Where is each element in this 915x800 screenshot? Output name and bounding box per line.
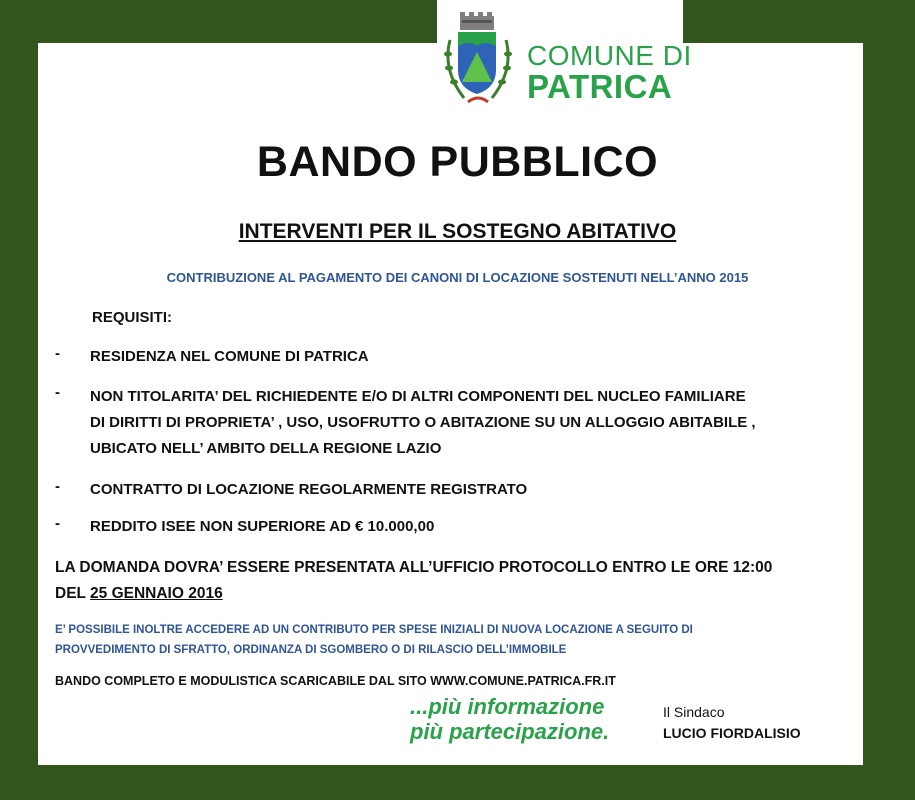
brand-line-1: COMUNE DI [527, 40, 692, 71]
requirements-label: REQUISITI: [92, 309, 173, 326]
requirement-text: CONTRATTO DI LOCAZIONE REGOLARMENTE REGISTRATO [90, 481, 528, 498]
deadline-date: 25 GENNAIO 2016 [90, 585, 223, 602]
requirement-text: NON TITOLARITA’ DEL RICHIEDENTE E/O DI ALTRI COMPONENTI DEL NUCLEO FAMILIARE [90, 388, 746, 405]
list-dash: - [55, 515, 60, 532]
list-dash: - [55, 384, 60, 401]
slogan-line-2: più partecipazione. [410, 719, 610, 744]
download-note: BANDO COMPLETO E MODULISTICA SCARICABILE DAL SITO WWW.COMUNE.PATRICA.FR.IT [55, 674, 616, 688]
extra-note-line: PROVVEDIMENTO DI SFRATTO, ORDINANZA DI SGOMBERO O DI RILASCIO DELL’IMMOBILE [55, 644, 567, 656]
deadline-notice [55, 555, 772, 607]
deadline-prefix: DEL [55, 585, 91, 602]
extra-note [55, 620, 693, 660]
extra-note-line: E’ POSSIBILE INOLTRE ACCEDERE AD UN CONTRIBUTO PER SPESE INIZIALI DI NUOVA LOCAZIONE A SEGUITO DI [55, 624, 693, 636]
requirement-text: UBICATO NELL’ AMBITO DELLA REGIONE LAZIO [90, 440, 442, 457]
slogan [410, 694, 609, 744]
requirement-text: REDDITO ISEE NON SUPERIORE AD € 10.000,00 [90, 518, 435, 535]
contribution-line: CONTRIBUZIONE AL PAGAMENTO DEI CANONI DI LOCAZIONE SOSTENUTI NELL’ANNO 2015 [166, 270, 749, 285]
slogan-line-1: ...più informazione [410, 694, 605, 719]
brand-line-2: PATRICA [527, 68, 673, 105]
list-dash: - [55, 478, 60, 495]
signature-role: Il Sindaco [663, 704, 725, 720]
list-dash: - [55, 345, 60, 362]
signature-name: LUCIO FIORDALISIO [663, 725, 801, 741]
subtitle: INTERVENTI PER IL SOSTEGNO ABITATIVO [238, 220, 677, 243]
coat-of-arms-icon [440, 10, 516, 116]
requirement-text: RESIDENZA NEL COMUNE DI PATRICA [90, 348, 369, 365]
deadline-line-1: LA DOMANDA DOVRA’ ESSERE PRESENTATA ALL’UFFICIO PROTOCOLLO ENTRO LE ORE 12:00 [55, 559, 773, 576]
requirement-text: DI DIRITTI DI PROPRIETA’ , USO, USOFRUTTO O ABITAZIONE SU UN ALLOGGIO ABITABILE , [90, 414, 756, 431]
page-title: BANDO PUBBLICO [256, 138, 659, 186]
